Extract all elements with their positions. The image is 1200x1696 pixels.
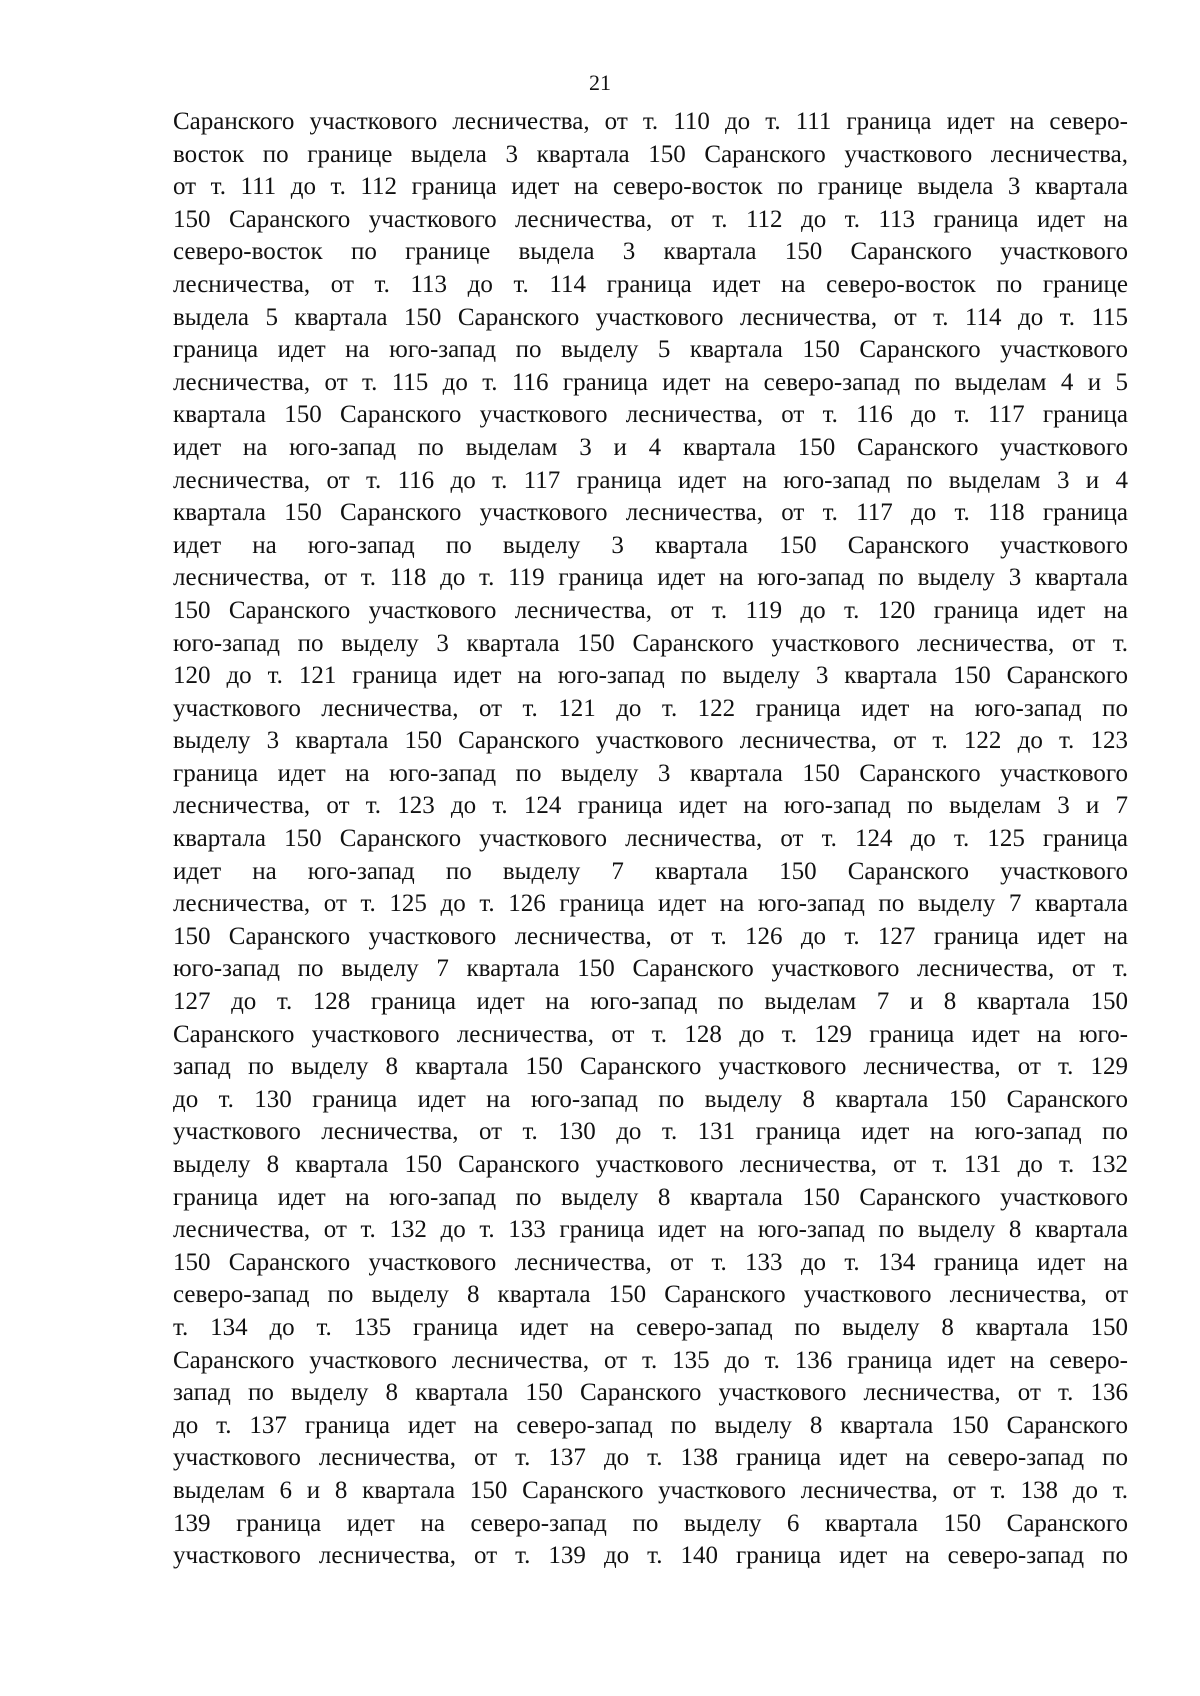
text-line: лесничества, от т. 113 до т. 114 граница идет на северо-восток по границе bbox=[173, 270, 1128, 298]
text-line: до т. 130 граница идет на юго-запад по выделу 8 квартала 150 Саранского bbox=[173, 1085, 1128, 1113]
text-line: 150 Саранского участкового лесничества, от т. 119 до т. 120 граница идет на bbox=[173, 596, 1128, 624]
text-line: 127 до т. 128 граница идет на юго-запад по выделам 7 и 8 квартала 150 bbox=[173, 988, 1128, 1016]
text-line: 150 Саранского участкового лесничества, от т. 112 до т. 113 граница идет на bbox=[173, 205, 1128, 233]
text-line: лесничества, от т. 123 до т. 124 граница идет на юго-запад по выделам 3 и 7 bbox=[173, 792, 1128, 820]
text-line: выделу 8 квартала 150 Саранского участкового лесничества, от т. 131 до т. 132 bbox=[173, 1151, 1128, 1178]
page-number: 21 bbox=[589, 70, 611, 95]
text-line: квартала 150 Саранского участкового лесничества, от т. 116 до т. 117 граница bbox=[173, 401, 1128, 429]
text-line: юго-запад по выделу 3 квартала 150 Саранского участкового лесничества, от т. bbox=[173, 629, 1128, 657]
text-line: выделу 3 квартала 150 Саранского участкового лесничества, от т. 122 до т. 123 bbox=[173, 727, 1128, 755]
text-line: идет на юго-запад по выделу 7 квартала 150 Саранского участкового bbox=[173, 857, 1128, 885]
text-line: идет на юго-запад по выделу 3 квартала 150 Саранского участкового bbox=[173, 531, 1128, 559]
text-line: северо-восток по границе выдела 3 квартала 150 Саранского участкового bbox=[173, 238, 1128, 266]
text-line: 150 Саранского участкового лесничества, от т. 133 до т. 134 граница идет на bbox=[173, 1248, 1128, 1276]
text-line: 139 граница идет на северо-запад по выделу 6 квартала 150 Саранского bbox=[173, 1509, 1128, 1537]
text-line: лесничества, от т. 118 до т. 119 граница идет на юго-запад по выделу 3 квартала bbox=[173, 564, 1128, 592]
text-line: Саранского участкового лесничества, от т. 135 до т. 136 граница идет на северо- bbox=[173, 1346, 1128, 1374]
text-line: квартала 150 Саранского участкового лесничества, от т. 117 до т. 118 граница bbox=[173, 499, 1128, 527]
text-line: лесничества, от т. 115 до т. 116 граница идет на северо-запад по выделам 4 и 5 bbox=[173, 368, 1128, 396]
text-line: лесничества, от т. 132 до т. 133 граница идет на юго-запад по выделу 8 квартала bbox=[173, 1216, 1128, 1244]
text-line: участкового лесничества, от т. 121 до т. 122 граница идет на юго-запад по bbox=[173, 694, 1128, 722]
text-line: 120 до т. 121 граница идет на юго-запад по выделу 3 квартала 150 Саранского bbox=[173, 662, 1128, 690]
text-line: идет на юго-запад по выделам 3 и 4 квартала 150 Саранского участкового bbox=[173, 433, 1128, 461]
text-line: запад по выделу 8 квартала 150 Саранского участкового лесничества, от т. 129 bbox=[173, 1053, 1128, 1081]
text-line: участкового лесничества, от т. 139 до т. 140 граница идет на северо-запад по bbox=[173, 1542, 1128, 1570]
text-line: 150 Саранского участкового лесничества, от т. 126 до т. 127 граница идет на bbox=[173, 922, 1128, 950]
text-line: юго-запад по выделу 7 квартала 150 Саранского участкового лесничества, от т. bbox=[173, 955, 1128, 983]
text-line: граница идет на юго-запад по выделу 8 квартала 150 Саранского участкового bbox=[173, 1183, 1128, 1211]
text-line: участкового лесничества, от т. 137 до т. 138 граница идет на северо-запад по bbox=[173, 1444, 1128, 1472]
text-line: выдела 5 квартала 150 Саранского участкового лесничества, от т. 114 до т. 115 bbox=[173, 303, 1128, 331]
body-text bbox=[173, 106, 1128, 1573]
text-line: от т. 111 до т. 112 граница идет на северо-восток по границе выдела 3 квартала bbox=[173, 173, 1128, 201]
text-line: выделам 6 и 8 квартала 150 Саранского участкового лесничества, от т. 138 до т. bbox=[173, 1476, 1128, 1504]
text-line: граница идет на юго-запад по выделу 5 квартала 150 Саранского участкового bbox=[173, 336, 1128, 364]
text-line: восток по границе выдела 3 квартала 150 Саранского участкового лесничества, bbox=[173, 140, 1128, 168]
text-line: квартала 150 Саранского участкового лесничества, от т. 124 до т. 125 граница bbox=[173, 825, 1128, 853]
text-line: северо-запад по выделу 8 квартала 150 Саранского участкового лесничества, от bbox=[173, 1281, 1128, 1309]
text-line: участкового лесничества, от т. 130 до т. 131 граница идет на юго-запад по bbox=[173, 1118, 1128, 1146]
text-line: т. 134 до т. 135 граница идет на северо-запад по выделу 8 квартала 150 bbox=[173, 1313, 1128, 1341]
text-line: запад по выделу 8 квартала 150 Саранского участкового лесничества, от т. 136 bbox=[173, 1379, 1128, 1407]
text-line: до т. 137 граница идет на северо-запад по выделу 8 квартала 150 Саранского bbox=[173, 1411, 1128, 1439]
text-line: лесничества, от т. 116 до т. 117 граница идет на юго-запад по выделам 3 и 4 bbox=[173, 466, 1128, 494]
text-line: Саранского участкового лесничества, от т. 128 до т. 129 граница идет на юго- bbox=[173, 1020, 1128, 1048]
text-line: Саранского участкового лесничества, от т. 110 до т. 111 граница идет на северо- bbox=[173, 108, 1128, 135]
text-line: граница идет на юго-запад по выделу 3 квартала 150 Саранского участкового bbox=[173, 759, 1128, 787]
text-line: лесничества, от т. 125 до т. 126 граница идет на юго-запад по выделу 7 квартала bbox=[173, 890, 1128, 918]
